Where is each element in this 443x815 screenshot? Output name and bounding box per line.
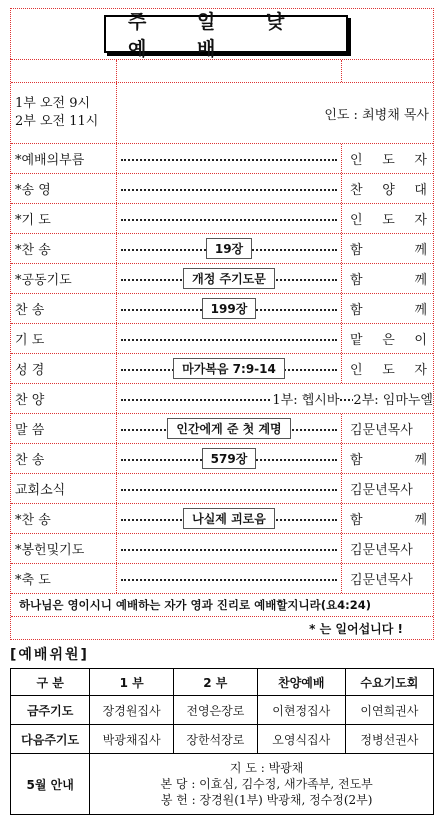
- order-item-label: *찬 송: [15, 243, 51, 258]
- order-row: [11, 443, 433, 473]
- order-item-label: *기 도: [15, 213, 51, 228]
- service-times: [11, 83, 117, 143]
- second-service-time: 2부 오전 11시: [15, 114, 99, 129]
- order-row: [11, 173, 433, 203]
- order-row: [11, 353, 433, 383]
- header-cell: 2 부: [174, 669, 258, 696]
- scripture-verse: 하나님은 영이시니 예배하는 자가 영과 진리로 예배할지니라(요4:24): [11, 593, 433, 616]
- order-item-detail: 마가복음 7:9-14: [173, 358, 285, 379]
- order-item-label: *봉헌및기도: [15, 543, 85, 558]
- order-item-label: *송 영: [15, 183, 51, 198]
- row-label: 다음주기도: [11, 725, 90, 754]
- may-guide-line: 본 당 : 이효심, 김수정, 새가족부, 전도부: [160, 777, 373, 791]
- order-item-leader: 김문년목사: [350, 543, 413, 558]
- header-cell: 구 분: [11, 669, 90, 696]
- praise-first-service: 1부: 헵시바: [272, 389, 339, 408]
- order-row: [11, 143, 433, 173]
- order-item-leader: 인 도 자: [350, 363, 427, 378]
- order-row: [11, 473, 433, 503]
- order-item-leader: 김문년목사: [350, 573, 413, 588]
- order-item-detail: 199장: [202, 298, 257, 319]
- order-item-leader: 찬 양 대: [350, 183, 427, 198]
- order-row: [11, 233, 433, 263]
- order-item-label: 기 도: [15, 333, 45, 348]
- spacer-row: [11, 59, 433, 82]
- table-cell: 이연희권사: [345, 696, 433, 725]
- row-label: 금주기도: [11, 696, 90, 725]
- order-item-label: 찬 송: [15, 303, 45, 318]
- order-item-label: 성 경: [15, 363, 45, 378]
- table-cell: 장한석장로: [174, 725, 258, 754]
- table-cell: 오영식집사: [257, 725, 345, 754]
- dotted-leader: [121, 219, 337, 221]
- praise-second-service: 2부: 임마누엘: [353, 389, 433, 408]
- order-item-detail: 개정 주기도문: [183, 268, 275, 289]
- service-leader: 인도 : 최병채 목사: [324, 107, 429, 123]
- dotted-leader: [121, 189, 337, 191]
- service-times-row: [11, 82, 433, 143]
- order-row: [11, 533, 433, 563]
- may-guide-details: [90, 754, 434, 815]
- order-row: [11, 503, 433, 533]
- table-row: [11, 696, 434, 725]
- first-service-time: 1부 오전 9시: [15, 96, 91, 111]
- order-item-detail: 579장: [202, 448, 257, 469]
- order-item-label: *예배의부름: [15, 153, 85, 168]
- order-item-leader: 인 도 자: [350, 213, 427, 228]
- page-title: 주 일 낮 예 배: [128, 11, 307, 60]
- stand-note: * 는 일어섭니다 !: [11, 616, 433, 639]
- order-item-detail: 나실제 괴로음: [183, 508, 275, 529]
- title-box: [104, 11, 348, 60]
- order-item-leader: 함 께: [350, 513, 427, 528]
- table-cell: 정병선권사: [345, 725, 433, 754]
- may-guide-label: 5월 안내: [11, 754, 90, 815]
- table-cell: 장경원집사: [90, 696, 174, 725]
- dotted-leader: [121, 579, 337, 581]
- roster-title: [예배위원]: [10, 647, 89, 663]
- order-row: [11, 383, 433, 413]
- order-row: [11, 263, 433, 293]
- order-item-label: *공동기도: [15, 273, 72, 288]
- order-item-label: *찬 송: [15, 513, 51, 528]
- order-row: [11, 413, 433, 443]
- order-of-worship: [10, 59, 434, 640]
- bulletin-page: [10, 8, 434, 815]
- order-row: [11, 563, 433, 593]
- order-item-label: 말 씀: [15, 423, 45, 438]
- order-item-label: *축 도: [15, 573, 51, 588]
- roster-table: [10, 668, 434, 815]
- order-item-leader: 김문년목사: [350, 423, 413, 438]
- dotted-leader: [121, 159, 337, 161]
- order-item-label: 교회소식: [15, 483, 66, 498]
- dotted-leader: [121, 339, 337, 341]
- title-row: [10, 8, 434, 59]
- order-item-leader: 함 께: [350, 273, 427, 288]
- order-item-leader: 맡 은 이: [350, 333, 427, 348]
- order-item-leader: 함 께: [350, 303, 427, 318]
- header-cell: 찬양예배: [257, 669, 345, 696]
- header-cell: 1 부: [90, 669, 174, 696]
- order-item-leader: 함 께: [350, 243, 427, 258]
- order-item-label: 찬 양: [15, 393, 45, 408]
- order-row: [11, 293, 433, 323]
- header-cell: 수요기도회: [345, 669, 433, 696]
- order-item-detail: 19장: [206, 238, 252, 259]
- order-item-leader: 김문년목사: [350, 483, 413, 498]
- table-cell: 전영은장로: [174, 696, 258, 725]
- table-cell: 박광채집사: [90, 725, 174, 754]
- order-row: [11, 203, 433, 233]
- order-item-leader: 인 도 자: [350, 153, 427, 168]
- table-cell: 이현정집사: [257, 696, 345, 725]
- dotted-leader: [121, 489, 337, 491]
- order-row: [11, 323, 433, 353]
- dotted-leader: [121, 549, 337, 551]
- may-guide-row: [11, 754, 434, 815]
- roster-header-row: [11, 669, 434, 696]
- order-item-detail: 인간에게 준 첫 계명: [167, 418, 290, 439]
- may-guide-line: 지 도 : 박광채: [229, 761, 304, 775]
- order-item-leader: 함 께: [350, 453, 427, 468]
- order-item-label: 찬 송: [15, 453, 45, 468]
- may-guide-line: 봉 헌 : 장경원(1부) 박광채, 정수정(2부): [160, 793, 373, 807]
- table-row: [11, 725, 434, 754]
